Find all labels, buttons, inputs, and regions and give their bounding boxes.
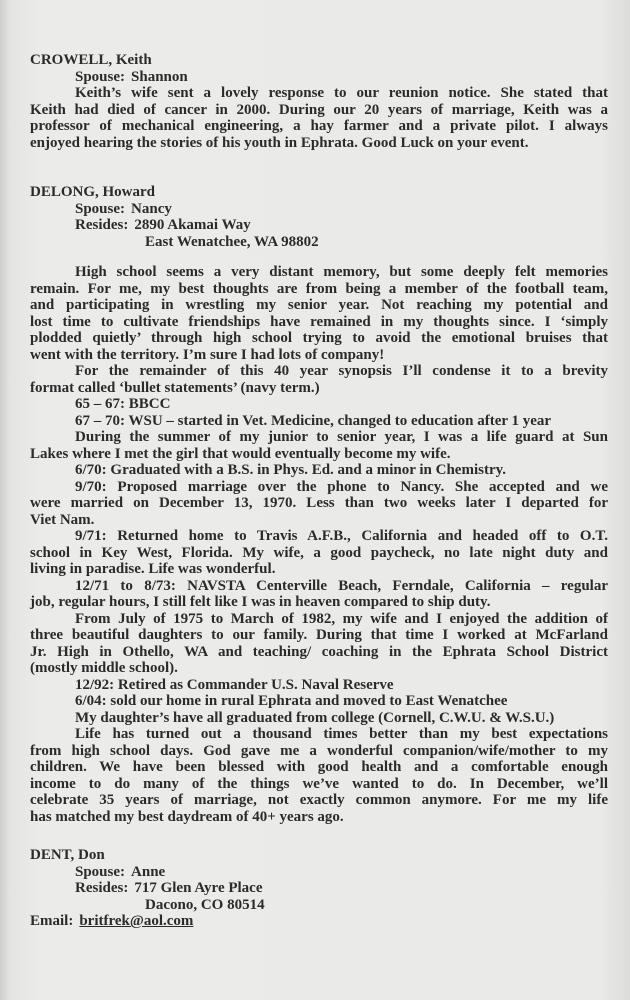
spouse-line <box>30 864 608 881</box>
body-line: remain. For me, my best thoughts are from being a member of the football team, <box>30 280 608 297</box>
body-line: has matched my best daydream of 40+ years ago. <box>30 808 344 825</box>
body-line: living in paradise. Life was wonderful. <box>30 561 276 577</box>
address-line-2: Dacono, CO 80514 <box>145 896 265 913</box>
body-line: High school seems a very distant memory, but some deeply felt memories <box>75 264 608 280</box>
spouse-value: Nancy <box>131 200 172 217</box>
entry-dent <box>30 847 608 930</box>
body-line: celebrate 35 years of marriage, not exactly common anymore. For me my life <box>30 792 608 808</box>
bullet-line: 9/71: Returned home to Travis A.F.B., California and headed off to O.T. <box>75 528 608 544</box>
body-line: (mostly middle school). <box>30 660 178 676</box>
body-line: from high school days. God gave me a wonderful companion/wife/mother to my <box>30 742 608 759</box>
spouse-label: Spouse: <box>75 863 126 880</box>
body-line: Lakes where I met the girl that would eventually become my wife. <box>30 445 451 462</box>
bullet-line: 6/70: Graduated with a B.S. in Phys. Ed. and a minor in Chemistry. <box>75 462 507 478</box>
body-line: plodded quietly’ through high school trying to avoid the emotional bruises that <box>30 330 608 346</box>
body-line: format called ‘bullet statements’ (navy term.) <box>30 379 320 396</box>
spouse-line <box>30 69 608 86</box>
email-link[interactable]: britfrek@aol.com <box>79 913 194 929</box>
email-label: Email: <box>30 913 74 929</box>
resides-line <box>30 880 608 897</box>
spacer <box>30 250 608 264</box>
body-line: and participating in wrestling my senior year. Not reaching my potential and <box>30 297 608 313</box>
entry-crowell <box>30 52 608 151</box>
body-line: My daughter’s have all graduated from college (Cornell, C.W.U. & W.S.U.) <box>75 709 555 726</box>
spouse-value: Anne <box>131 863 166 880</box>
email-line <box>30 913 608 930</box>
body-line: Jr. High in Othello, WA and teaching/ coaching in the Ephrata School District <box>30 643 608 660</box>
bullet-line: 67 – 70: WSU – started in Vet. Medicine, changed to education after 1 year <box>75 412 552 429</box>
body-line: Viet Nam. <box>30 511 95 528</box>
body-line: professor of mechanical engineering, a hay farmer and a private pilot. I always <box>30 118 608 134</box>
resides-line <box>30 217 608 234</box>
resides-label: Resides: <box>75 880 129 896</box>
entry-delong <box>30 184 608 825</box>
body-line: From July of 1975 to March of 1982, my wife and I enjoyed the addition of <box>75 610 608 627</box>
bullet-line: 12/92: Retired as Commander U.S. Naval Reserve <box>75 676 394 693</box>
entry-name: CROWELL, Keith <box>30 52 152 68</box>
spouse-label: Spouse: <box>75 68 126 85</box>
spouse-line <box>30 201 608 218</box>
entry-name: DELONG, Howard <box>30 184 156 200</box>
address-line-2: East Wenatchee, WA 98802 <box>145 233 319 250</box>
body-line: Keith’s wife sent a lovely response to our reunion notice. She stated that <box>75 85 608 101</box>
address-line-1: 2890 Akamai Way <box>134 217 251 233</box>
body-line: job, regular hours, I still felt like I was in heaven compared to ship duty. <box>30 594 491 610</box>
address-line-1: 717 Glen Ayre Place <box>134 880 263 896</box>
bullet-line: 65 – 67: BBCC <box>75 396 171 412</box>
body-line: During the summer of my junior to senior year, I was a life guard at Sun <box>75 429 608 445</box>
bullet-line: 12/71 to 8/73: NAVSTA Centerville Beach, Ferndale, California – regular <box>75 577 608 594</box>
body-line: went with the territory. I’m sure I had lots of company! <box>30 346 385 363</box>
body-line: lost time to cultivate friendships have remained in my thoughts since. I ‘simply <box>30 313 608 330</box>
body-line: three beautiful daughters to our family. During that time I worked at McFarland <box>30 627 608 643</box>
resides-label: Resides: <box>75 217 129 233</box>
body-line: enjoyed hearing the stories of his youth in Ephrata. Good Luck on your event. <box>30 134 529 151</box>
bullet-line: 9/70: Proposed marriage over the phone to Nancy. She accepted and we <box>75 478 608 495</box>
body-line: were married on December 13, 1970. Less than two weeks later I departed for <box>30 495 608 511</box>
body-line: Keith had died of cancer in 2000. During our 20 years of marriage, Keith was a <box>30 101 608 118</box>
spouse-label: Spouse: <box>75 200 126 217</box>
body-line: school in Key West, Florida. My wife, a good paycheck, no late night duty and <box>30 544 608 561</box>
spouse-value: Shannon <box>131 68 188 85</box>
body-line: income to do many of the things we’ve wanted to do. In December, we’ll <box>30 775 608 792</box>
body-line: Life has turned out a thousand times better than my best expectations <box>75 726 608 742</box>
bullet-line: 6/04: sold our home in rural Ephrata and moved to East Wenatchee <box>75 693 508 709</box>
entry-name: DENT, Don <box>30 847 105 863</box>
body-line: children. We have been blessed with good health and a comfortable enough <box>30 759 608 775</box>
body-line: For the remainder of this 40 year synopsis I’ll condense it to a brevity <box>75 363 608 379</box>
